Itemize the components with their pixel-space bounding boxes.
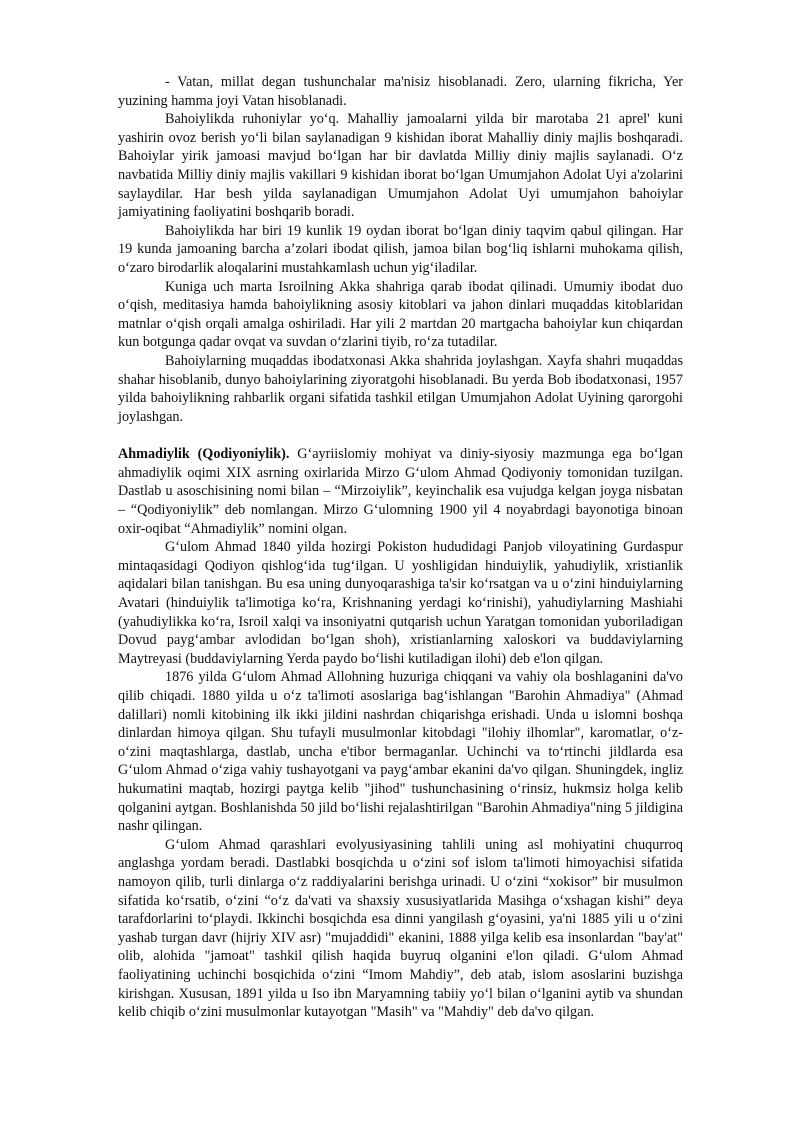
paragraph-bahoiylik-ibodatxona: Bahoiylarning muqaddas ibodatxonasi Akka shahrida joylashgan. Xayfa shahri muqaddas shahar hisoblanib, dunyo bahoiylarining ziyoratgohi hisoblanadi. Bu yerda Bob ibodatxonasi, 1957 yilda bahoiylikning rahbarlik organi sifatida tashkil etilgan Umumjahon Adolat Uyining qarorgohi joylashgan.	[118, 352, 683, 425]
paragraph-barohin-ahmadiya: 1876 yilda G‘ulom Ahmad Allohning huzuriga chiqqani va vahiy ola boshlaganini da'vo qilib chiqadi. 1880 yilda u o‘z ta'limoti asoslariga bag‘ishlangan "Barohin Ahmadiya" (Ahmad dalillari) nomli kitobining ilk ikki jildini nashrdan chiqarishga erishadi. Unda u islomni boshqa dinlardan himoya qilgan. Shu tufayli musulmonlar kitobdagi "ilohiy ilhomlar", karomatlar, o‘z-o‘zini maqtashlarga, dastlab, uncha e'tibor bermaganlar. Uchinchi va to‘rtinchi jildlarda esa G‘ulom Ahmad o‘ziga vahiy tushayotgani va payg‘ambar ekanini da'vo qilgan. Shuningdek, ingliz hukumatini maqtab, hozirgi paytga kelib "jihod" tushunchasining o‘rinsiz, hukmsiz holga kelib qolganini aytgan. Boshlanishda 50 jild bo‘lishi rejalashtirilgan "Barohin Ahmadiya"ning 5 jildigina nashr qilingan.	[118, 669, 683, 835]
paragraph-ahmadiylik-intro-text: G‘ayriislomiy mohiyat va diniy-siyosiy mazmunga ega bo‘lgan ahmadiylik oqimi XIX asrning oxirlarida Mirzo G‘ulom Ahmad Qodiyoniy tomonidan tuzilgan. Dastlab u asoschisining nomi bilan – “Mirzoiylik”, keyinchalik esa vujudga kelgan joyga nisbatan – “Qodiyoniylik” deb nomlangan. Mirzo G‘ulomning 1900 yil 4 noyabrdagi bayonotiga binoan oxir-oqibat “Ahmadiylik” nomini olgan.	[118, 446, 684, 537]
paragraph-bahoiylik-taqvim: Bahoiylikda har biri 19 kunlik 19 oydan iborat bo‘lgan diniy taqvim qabul qilingan. Har 19 kunda jamoaning barcha a’zolari ibodat qilish, jamoa bilan bog‘liq ishlarni muhokama qilish, o‘zaro birodarlik aloqalarini mustahkamlash uchun yig‘iladilar.	[118, 222, 683, 276]
paragraph-qarashlar-evolyusiyasi: G‘ulom Ahmad qarashlari evolyusiyasining tahlili uning asl mohiyatini chuqurroq anglashga yordam beradi. Dastlabki bosqichda u o‘zini sof islom ta'limoti himoyachisi sifatida namoyon qilib, turli dinlarga o‘z raddiyalarini berishga urinadi. U o‘zini “xokisor” bir musulmon sifatida ko‘rsatib, o‘zini “o‘z da'vati va shaxsiy xususiyatlarida Masihga o‘xshagan kishi” deya tarafdorlarini to‘playdi. Ikkinchi bosqichda esa dinni yangilash g‘oyasini, ya'ni 1885 yili u o‘zini yashab turgan davr (hijriy XIV asr) "mujaddidi" ekanini, 1888 yilga kelib esa insonlardan "bay'at" olib, alohida "jamoat" tashkil qilish haqida buyruq olganini e'lon qiladi. G‘ulom Ahmad faoliyatining uchinchi bosqichida o‘zini “Imom Mahdiy”, deb atab, islom asoslarini buzishga kirishgan. Xususan, 1891 yilda u Iso ibn Maryamning tabiiy yo‘l bilan o‘lganini aytib va shundan kelib chiqib o‘zini musulmonlar kutayotgan "Masih" va "Mahdiy" deb da'vo qilgan.	[118, 836, 683, 1021]
paragraph-bahoiylik-boshqaruvi: Bahoiylikda ruhoniylar yo‘q. Mahalliy jamoalarni yilda bir marotaba 21 aprel' kuni yashirin ovoz berish yo‘li bilan saylanadigan 9 kishidan iborat Mahalliy diniy majlis boshqaradi. Bahoiylar yirik jamoasi mavjud bo‘lgan har bir davlatda Milliy diniy majlis saylanadi. O‘z navbatida Milliy diniy majlis vakillari 9 kishidan iborat bo‘lgan Umumjahon Adolat Uyi a'zolarini saylaydilar. Har besh yilda saylanadigan Umumjahon Adolat Uyi umumjahon bahoiylar jamiyatining faoliyatini boshqarib boradi.	[118, 111, 683, 221]
paragraph-gulom-ahmad-tugilishi: G‘ulom Ahmad 1840 yilda hozirgi Pokiston hududidagi Panjob viloyatining Gurdaspur mintaqasidagi Qodiyon qishlog‘ida tug‘ilgan. U yoshligidan hinduiylik, yahudiylik, xristianlik aqidalari bilan tanishgan. Bu esa uning dunyoqarashiga ta'sir ko‘rsatgan va u o‘zini hinduiylarning Avatari (hinduiylik ta'limotiga ko‘ra, Krishnaning yerdagi ko‘rinishi), yahudiylarning Mashiahi (yahudiylikka ko‘ra, Isroil xalqi va insoniyatni qutqarish uchun Yaratgan tomonidan yuboriladigan Dovud payg‘ambar avlodidan bo‘lgan shoh), xristianlarning xaloskori va buddaviylarning Maytreyasi (buddaviylarning Yerda paydo bo‘lishi kutiladigan ilohi) deb e'lon qilgan.	[118, 539, 683, 667]
paragraph-bahoiylik-ibodat: Kuniga uch marta Isroilning Akka shahriga qarab ibodat qilinadi. Umumiy ibodat duo o‘qish, meditasiya hamda bahoiylikning asosiy kitoblari va jahon dinlari muqaddas kitoblaridan matnlar o‘qish orqali amalga oshiriladi. Har yili 2 martdan 20 martgacha bahoiylar kun chiqardan kun botgunga qadar ovqat va suvdan o‘zlarini tiyib, ro‘za tutadilar.	[118, 278, 683, 351]
document-page	[118, 73, 683, 1022]
paragraph-vatan-millat: - Vatan, millat degan tushunchalar ma'nisiz hisoblanadi. Zero, ularning fikricha, Yer yuzining hamma joyi Vatan hisoblanadi.	[118, 74, 683, 109]
section-gap	[118, 426, 683, 445]
section-term-ahmadiylik: Ahmadiylik (Qodiyoniylik).	[118, 446, 290, 463]
paragraph-ahmadiylik-intro	[118, 445, 683, 538]
